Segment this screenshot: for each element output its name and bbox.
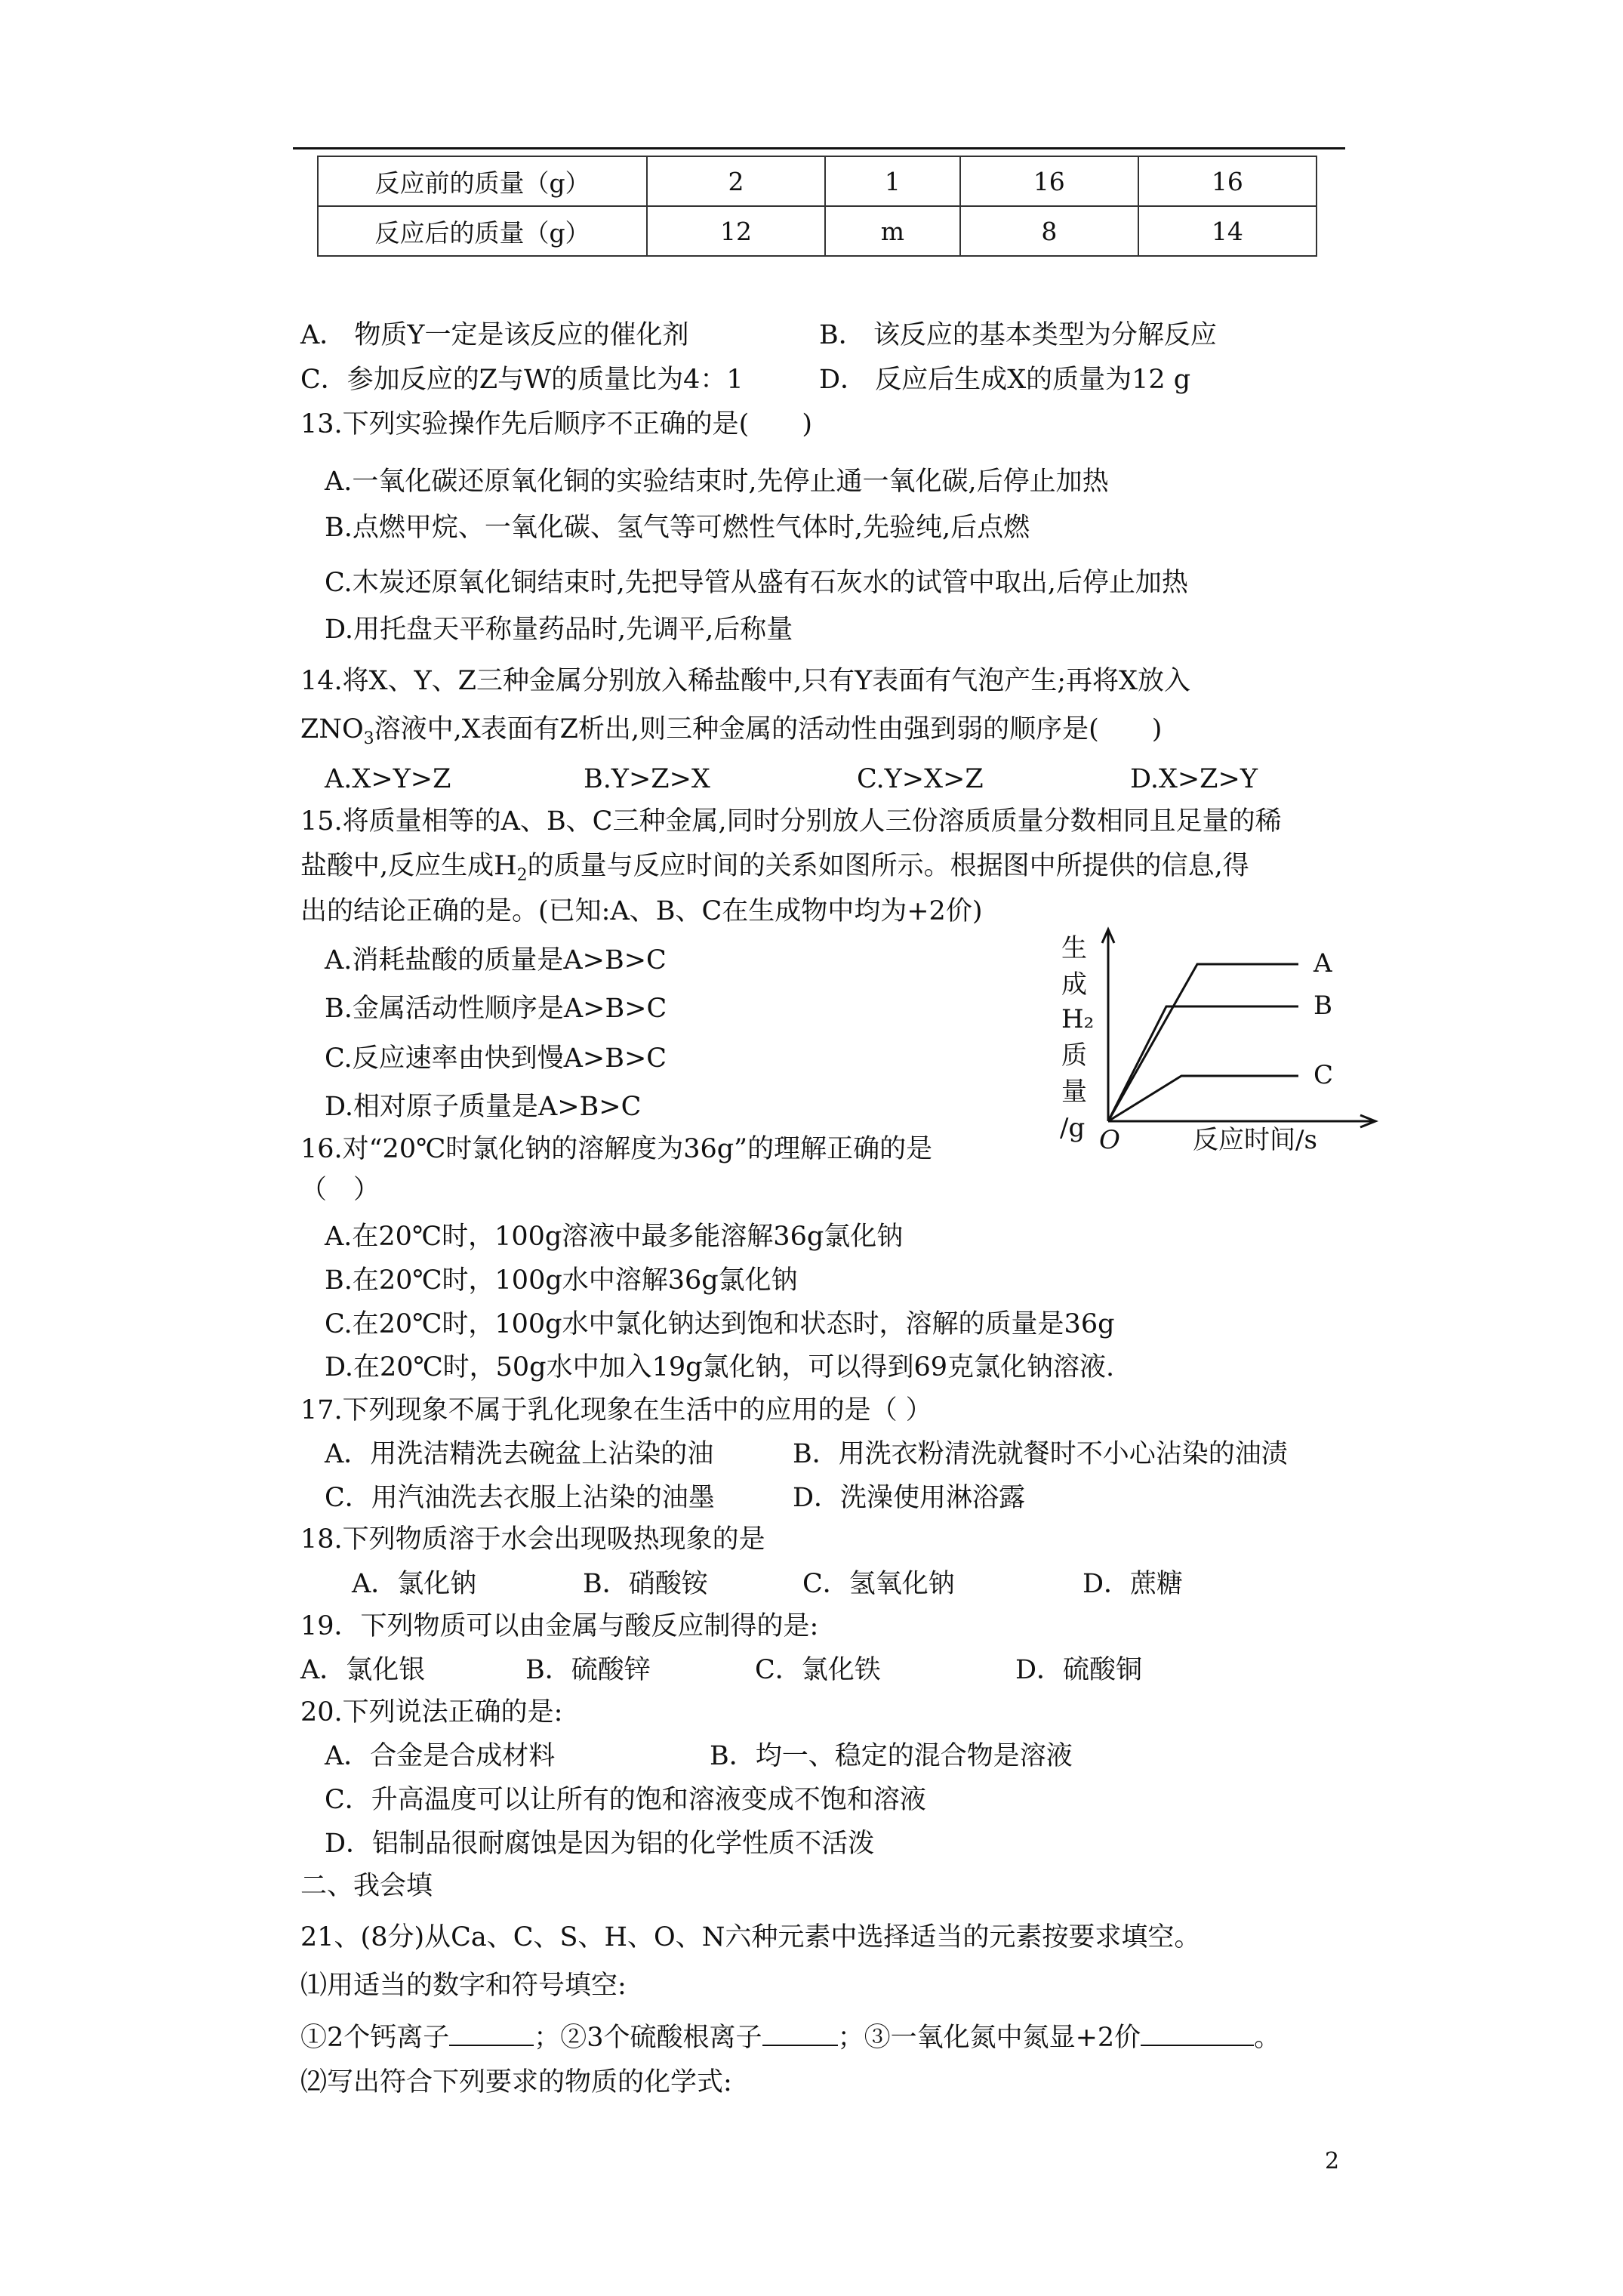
q14-formula-subscript: 3 [363,729,374,748]
table-cell: 2 [647,156,825,206]
table-cell: 反应后的质量（g） [318,206,647,256]
q15-option-b: B.金属活动性顺序是A>B>C [325,994,667,1024]
q16-stem: 16.对“20℃时氯化钠的溶解度为36g”的理解正确的是 [300,1134,933,1164]
table-cell: 16 [1138,156,1317,206]
q20-option-c: C．升高温度可以让所有的饱和溶液变成不饱和溶液 [325,1785,926,1815]
y-label-char: H₂ [1061,1004,1095,1034]
q17-option-d: D．洗澡使用淋浴露 [793,1483,1026,1513]
table-row [318,206,1317,256]
table-cell: 8 [960,206,1138,256]
series-a-line [1108,964,1298,1121]
table-cell: 1 [825,156,960,206]
q15-option-a: A.消耗盐酸的质量是A>B>C [325,945,667,975]
series-b-label: B [1313,991,1332,1021]
q21-blank-3[interactable] [1141,2016,1254,2046]
q21-fill-1-label: ①2个钙离子 [300,2023,450,2053]
q19-option-d: D．硫酸铜 [1015,1655,1143,1685]
q16-paren: （ ） [300,1175,380,1205]
q15-formula-subscript: 2 [516,866,528,885]
q13-option-d: D.用托盘天平称量药品时,先调平,后称量 [325,615,793,645]
y-label-char: 生 [1061,933,1087,963]
q15-stem-line3: 出的结论正确的是。(已知:A、B、C在生成物中均为+2价) [300,896,983,926]
q13-stem: 13.下列实验操作先后顺序不正确的是( ) [300,409,812,439]
q12-option-d: D． 反应后生成X的质量为12 g [819,365,1191,395]
q17-option-b: B．用洗衣粉清洗就餐时不小心沾染的油渍 [793,1439,1288,1469]
header-rule [293,147,1345,149]
q14-option-d: D.X>Z>Y [1130,764,1258,794]
q19-option-a: A．氯化银 [300,1655,426,1685]
q19-option-c: C．氯化铁 [755,1655,881,1685]
q21-blank-1[interactable] [449,2016,534,2046]
table-cell: 14 [1138,206,1317,256]
q12-option-c: C．参加反应的Z与W的质量比为4：1 [300,365,744,395]
q18-option-b: B．硝酸铵 [583,1569,708,1599]
q21-part1: ⑴用适当的数字和符号填空: [300,1971,627,2001]
q16-option-d: D.在20℃时，50g水中加入19g氯化钠，可以得到69克氯化钠溶液. [325,1352,1115,1382]
y-label-char: 质 [1061,1040,1087,1071]
q21-stem: 21、(8分)从Ca、C、S、H、O、N六种元素中选择适当的元素按要求填空。 [300,1922,1201,1952]
q20-option-b: B．均一、稳定的混合物是溶液 [710,1741,1073,1771]
y-label-char: /g [1060,1113,1086,1143]
q13-option-a: A.一氧化碳还原氧化铜的实验结束时,先停止通一氧化碳,后停止加热 [325,467,1109,497]
origin-label: O [1099,1125,1120,1155]
q18-option-c: C．氢氧化钠 [802,1569,955,1599]
x-axis-label: 反应时间/s [1193,1125,1317,1155]
q13-option-c: C.木炭还原氧化铜结束时,先把导管从盛有石灰水的试管中取出,后停止加热 [325,568,1188,598]
q19-option-b: B．硫酸锌 [525,1655,651,1685]
q21-fill-2-label: ；②3个硫酸根离子 [534,2023,762,2053]
table-cell: m [825,206,960,256]
q18-option-a: A．氯化钠 [352,1569,477,1599]
table-cell: 16 [960,156,1138,206]
q14-option-b: B.Y>Z>X [584,764,710,794]
q15-stem-text-b: 的质量与反应时间的关系如图所示。根据图中所提供的信息,得 [527,851,1249,881]
y-label-char: 量 [1061,1077,1087,1107]
q14-stem-text: 溶液中,X表面有Z析出,则三种金属的活动性由强到弱的顺序是( ) [374,714,1163,744]
table-cell: 反应前的质量（g） [318,156,647,206]
table-row [318,156,1317,206]
mass-table [317,156,1317,257]
table-cell: 12 [647,206,825,256]
q14-formula: ZNO [300,714,364,744]
q15-option-c: C.反应速率由快到慢A>B>C [325,1043,667,1074]
q12-option-a: A． 物质Y一定是该反应的催化剂 [300,320,689,350]
q16-option-b: B.在20℃时，100g水中溶解36g氯化钠 [325,1265,798,1296]
q15-option-d: D.相对原子质量是A>B>C [325,1092,642,1122]
series-a-label: A [1313,948,1332,978]
q14-option-a: A.X>Y>Z [325,764,451,794]
q17-option-a: A．用洗洁精洗去碗盆上沾染的油 [325,1439,714,1469]
q19-stem: 19．下列物质可以由金属与酸反应制得的是: [300,1611,819,1641]
y-label-char: 成 [1061,969,1087,1000]
q14-option-c: C.Y>X>Z [857,764,984,794]
q16-option-a: A.在20℃时，100g溶液中最多能溶解36g氯化钠 [325,1222,904,1252]
q21-fill-3-label: ；③一氧化氮中氮显+2价 [837,2023,1141,2053]
section-heading: 二、我会填 [300,1871,433,1901]
q12-option-b: B． 该反应的基本类型为分解反应 [819,320,1217,350]
q14-stem-line2 [300,710,1162,759]
q15-stem-line1: 15.将质量相等的A、B、C三种金属,同时分别放人三份溶质质量分数相同且足量的稀 [300,806,1282,837]
q16-option-c: C.在20℃时，100g水中氯化钠达到饱和状态时，溶解的质量是36g [325,1309,1115,1339]
q21-fill-end: 。 [1254,2023,1281,2053]
q18-option-d: D．蔗糖 [1083,1569,1184,1599]
q20-stem: 20.下列说法正确的是: [300,1697,563,1727]
page-number: 2 [1325,2148,1340,2174]
q21-blank-2[interactable] [762,2016,838,2046]
q21-fill-line [300,2016,1280,2057]
q20-option-d: D．铝制品很耐腐蚀是因为铝的化学性质不活泼 [325,1829,875,1859]
q17-stem: 17.下列现象不属于乳化现象在生活中的应用的是（ ） [300,1395,932,1425]
h2-mass-chart [1057,917,1404,1166]
q13-option-b: B.点燃甲烷、一氧化碳、氢气等可燃性气体时,先验纯,后点燃 [325,513,1030,543]
q21-part2: ⑵写出符合下列要求的物质的化学式: [300,2067,732,2097]
q20-option-a: A．合金是合成材料 [325,1741,556,1771]
q18-stem: 18.下列物质溶于水会出现吸热现象的是 [300,1524,765,1555]
q17-option-c: C．用汽油洗去衣服上沾染的油墨 [325,1483,715,1513]
series-c-label: C [1313,1060,1334,1090]
q15-stem-text-a: 盐酸中,反应生成H [300,851,517,881]
series-c-line [1108,1076,1298,1121]
q14-stem-line1: 14.将X、Y、Z三种金属分别放入稀盐酸中,只有Y表面有气泡产生;再将X放入 [300,666,1190,696]
q15-stem-line2 [300,846,1249,895]
